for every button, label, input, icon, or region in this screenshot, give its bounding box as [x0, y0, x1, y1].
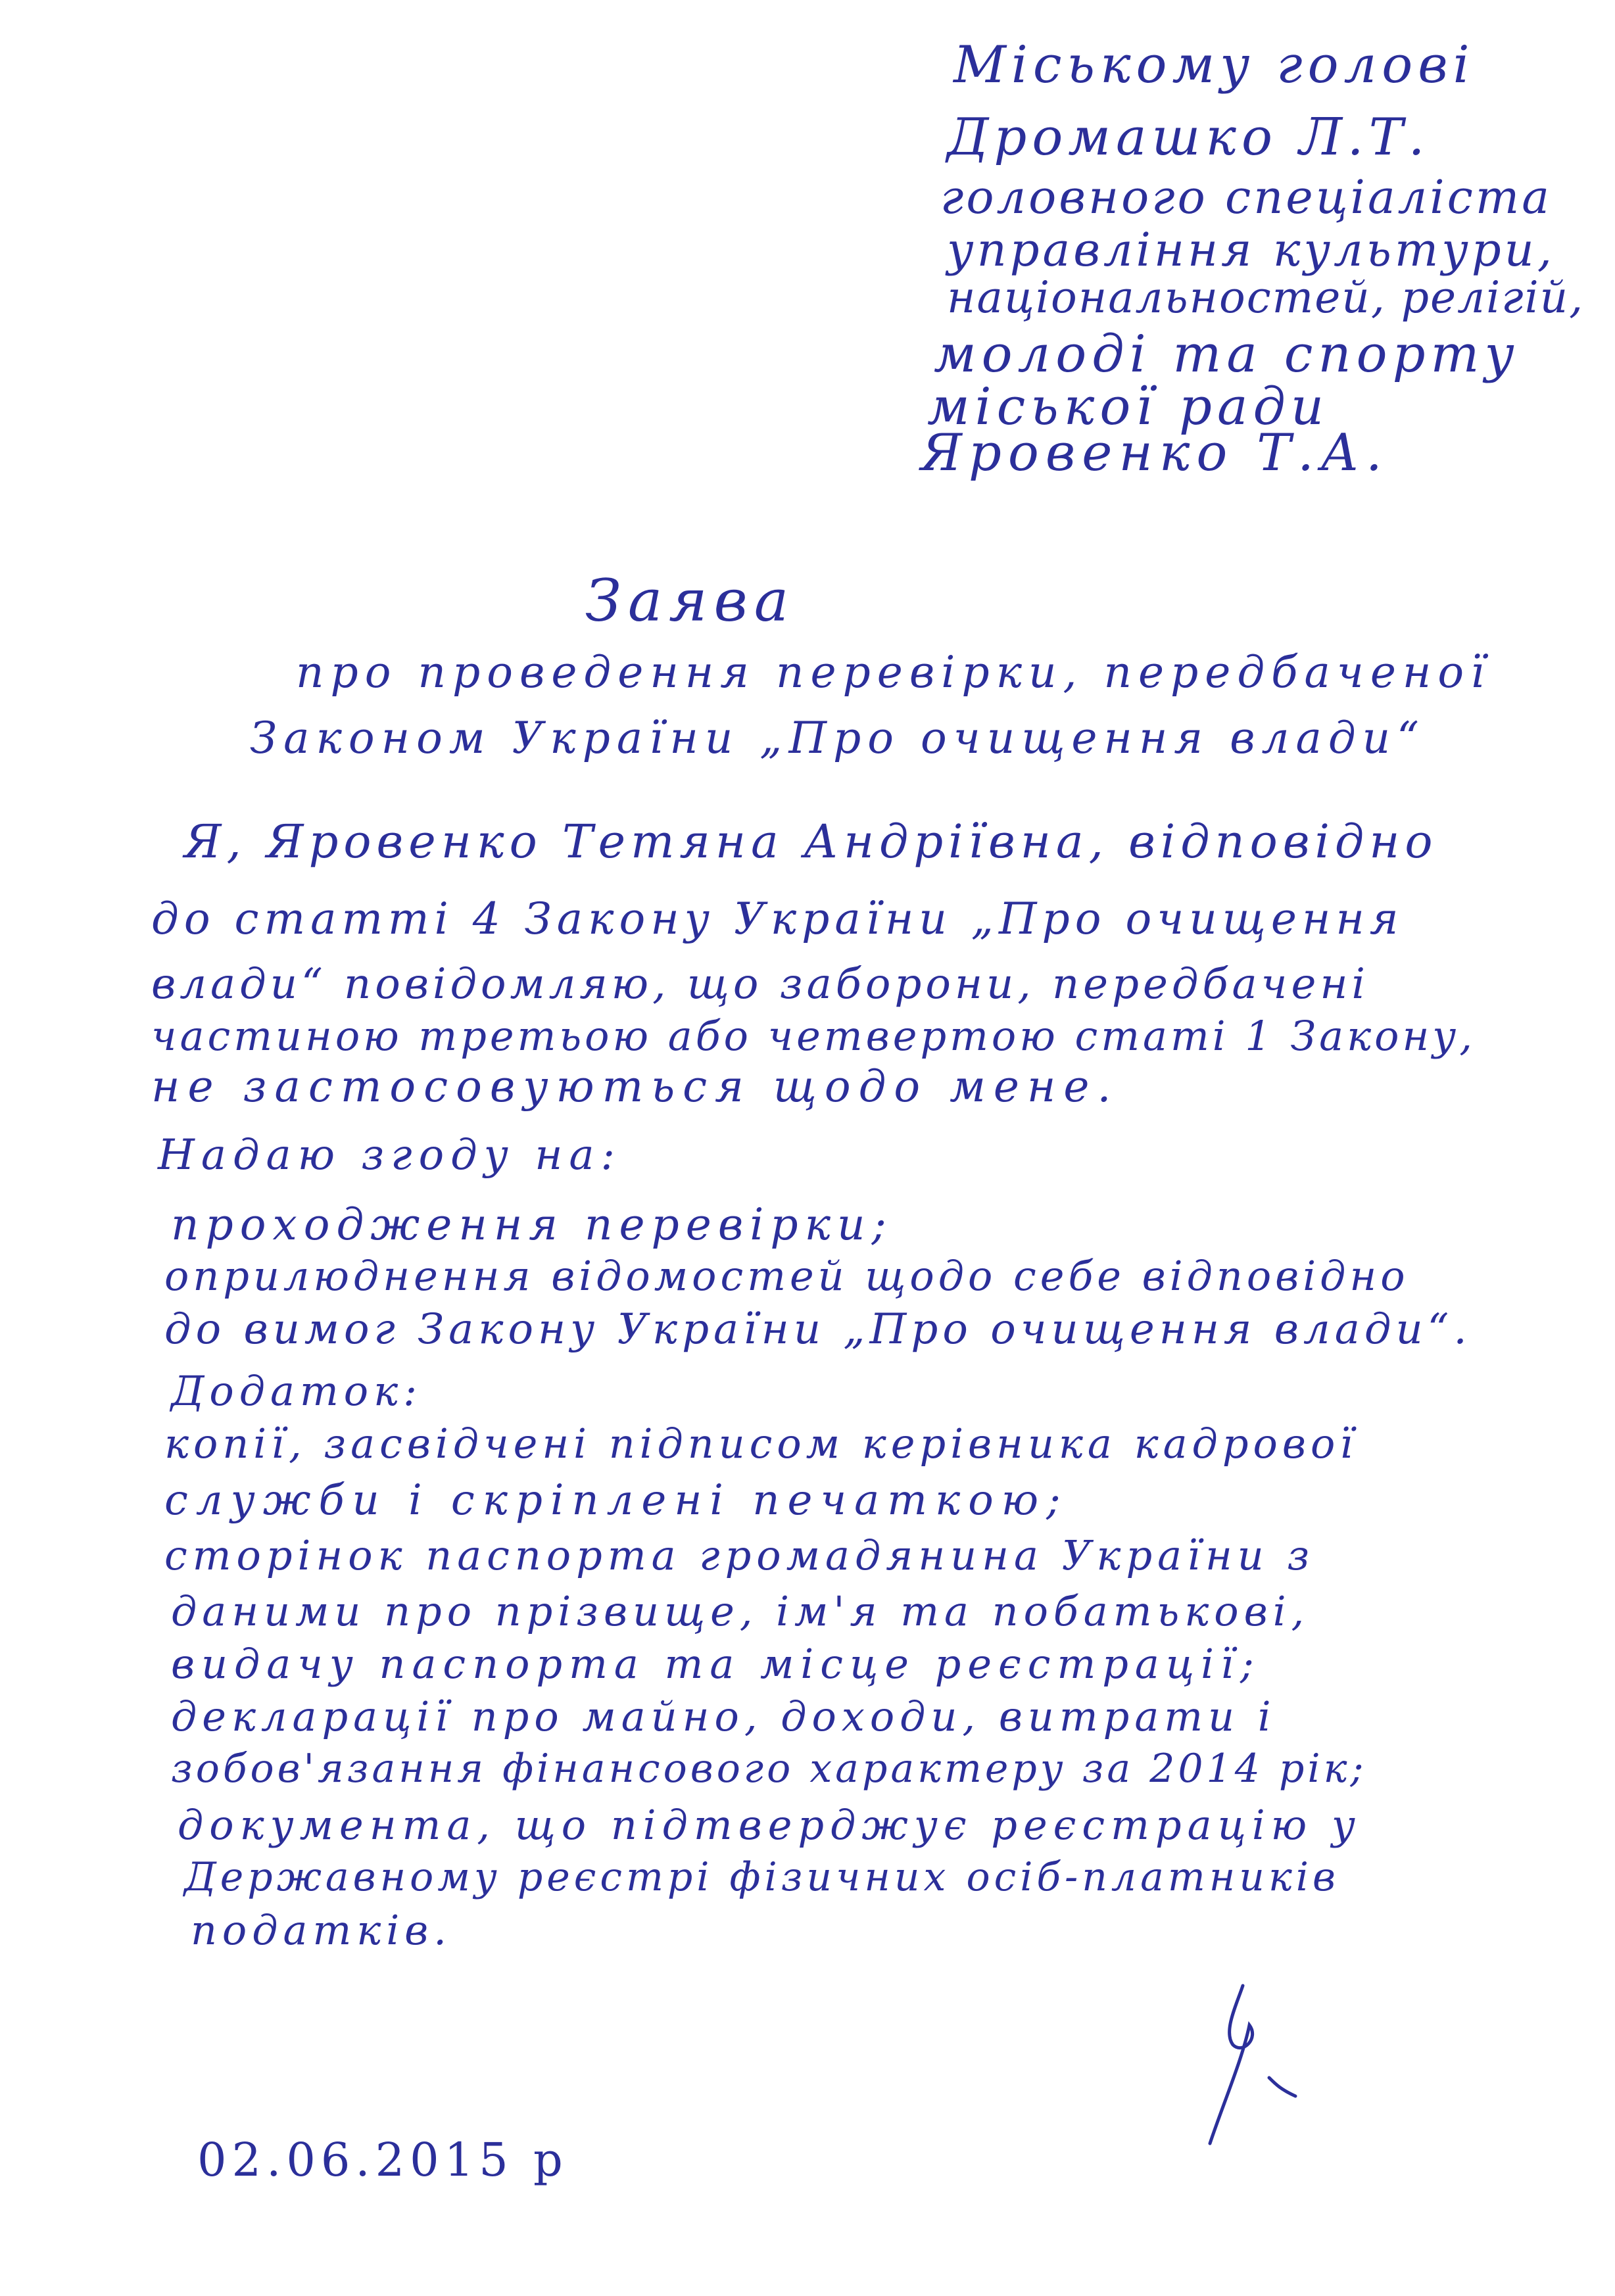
statement-line-1: Я, Яровенко Тетяна Андріївна, відповідно — [184, 815, 1438, 869]
statement-line-5: не застосовуються щодо мене. — [151, 1061, 1119, 1112]
attachment-heading: Додаток: — [171, 1367, 423, 1415]
addressee-line-4: управління культури, — [947, 223, 1555, 277]
document-date: 02.06.2015 р — [197, 2133, 568, 2187]
attachment-line-7: зобов'язання фінансового характеру за 2014 рік; — [171, 1746, 1367, 1792]
consent-line-2: оприлюднення відомостей щодо себе відповідно — [164, 1252, 1409, 1300]
attachment-line-8: документа, що підтверджує реєстрацію у — [178, 1801, 1361, 1849]
attachment-line-2: служби і скріплені печаткою; — [164, 1476, 1069, 1525]
attachment-line-10: податків. — [191, 1906, 452, 1954]
addressee-line-5: національностей, релігій, — [947, 272, 1585, 323]
attachment-line-6: декларації про майно, доходи, витрати і — [171, 1692, 1276, 1740]
consent-line-3: до вимог Закону України „Про очищення влади“. — [164, 1305, 1472, 1354]
signature-mark — [1197, 1979, 1302, 2150]
statement-line-3: влади“ повідомляю, що заборони, передбачені — [151, 960, 1369, 1009]
attachment-line-3: сторінок паспорта громадянина України з — [164, 1531, 1315, 1579]
document-title: Заява — [585, 567, 796, 634]
attachment-line-5: видачу паспорта та місце реєстрації; — [171, 1640, 1261, 1688]
attachment-line-4: даними про прізвище, ім'я та побатькові, — [171, 1587, 1310, 1635]
statement-line-4: частиною третьою або четвертою статі 1 Закону, — [151, 1012, 1476, 1060]
statement-line-2: до статті 4 Закону України „Про очищення — [151, 894, 1404, 944]
addressee-line-6: молоді та спорту — [934, 325, 1520, 384]
attachment-line-1: копії, засвідчені підписом керівника кадрової — [164, 1420, 1358, 1468]
attachment-line-9: Державному реєстрі фізичних осіб-платників — [184, 1854, 1339, 1900]
subtitle-line-2: Законом України „Про очищення влади“ — [250, 713, 1426, 763]
addressee-line-3: головного спеціаліста — [940, 170, 1552, 224]
consent-heading: Надаю згоду на: — [158, 1131, 622, 1180]
addressee-line-8: Яровенко Т.А. — [921, 423, 1389, 483]
consent-line-1: проходження перевірки; — [171, 1199, 893, 1250]
subtitle-line-1: про проведення перевірки, передбаченої — [296, 647, 1491, 698]
addressee-line-7: міської ради — [927, 377, 1330, 437]
addressee-line-1: Міському голові — [953, 36, 1475, 95]
addressee-line-2: Дромашко Л.Т. — [947, 108, 1430, 167]
